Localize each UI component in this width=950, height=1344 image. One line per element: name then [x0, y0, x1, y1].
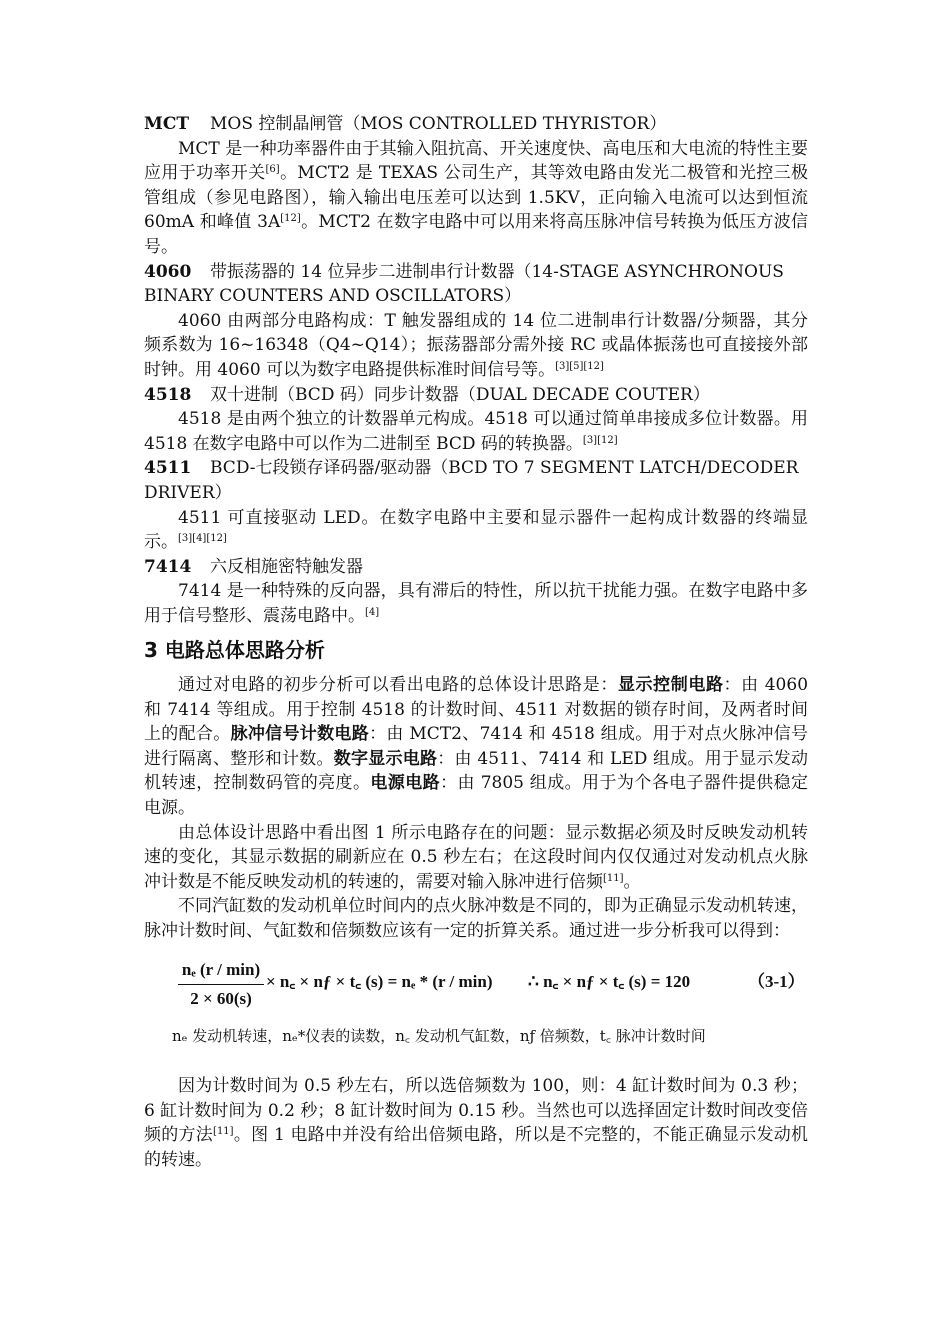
closing-paragraph: [144, 1074, 808, 1172]
component-title: 带振荡器的 14 位异步二进制串行计数器（14-STAGE ASYNCHRONOUS BINARY COUNTERS AND OSCILLATORS）: [144, 261, 784, 307]
formula-legend: nₑ 发动机转速，nₑ*仪表的读数，n꜀ 发动机气缸数，nƒ 倍频数，t꜀ 脉冲计数时间: [172, 1026, 706, 1045]
text-run: 4060 由两部分电路构成：T 触发器组成的 14 位二进制串行计数器/分频器，其分频系数为 16~16348（Q4~Q14）；振荡器部分需外接 RC 或晶体振荡也可直接接外部时钟。用 4060 可以为数字电路提供标准时间信号等。: [144, 310, 808, 380]
text-run: 不同汽缸数的发动机单位时间内的点火脉冲数是不同的，即为正确显示发动机转速，脉冲计数时间、气缸数和倍频数应该有一定的折算关系。通过进一步分析我可以得到：: [144, 896, 808, 941]
component-heading: [144, 383, 808, 408]
formula-3-1: [144, 958, 808, 1018]
component-heading: [144, 555, 808, 580]
text-run: MCT 是一种功率器件由于其输入阻抗高、开关速度快、高电压和大电流的特性主要应用于功率开关: [144, 138, 808, 184]
bold-term: 电源电路: [370, 773, 441, 794]
text-run: 因为计数时间为 0.5 秒左右，所以选倍频数为 100，则：4 缸计数时间为 0.3 秒；6 缸计数时间为 0.2 秒；8 缸计数时间为 0.15 秒。当然也可以选择固定计数时间改变倍频的方法: [144, 1076, 808, 1146]
component-code: 4511: [144, 458, 192, 479]
citation: [3][5][12]: [555, 360, 604, 372]
bold-term: 数字显示电路: [333, 748, 438, 769]
section-body: [144, 673, 808, 944]
text-run: 。: [623, 871, 641, 892]
component-code: 7414: [144, 556, 192, 577]
component-title: 六反相施密特触发器: [210, 556, 363, 577]
text-run: ：由 MCT2、7414 和 4518 组成。用于对点火脉冲信号进行隔离、整形和计数。: [144, 724, 809, 769]
section-heading: 3 电路总体思路分析: [144, 638, 325, 663]
component-code: MCT: [144, 114, 189, 134]
component-code: 4518: [144, 384, 192, 405]
citation: [3][4][12]: [178, 533, 227, 545]
component-heading: [144, 112, 808, 137]
citation: [11]: [213, 1126, 234, 1138]
citation: [6]: [265, 164, 280, 176]
text-run: 4511 可直接驱动 LED。在数字电路中主要和显示器件一起构成计数器的终端显示。: [144, 507, 808, 553]
component-list: [144, 112, 808, 628]
citation: [11]: [603, 872, 624, 884]
formula-middle: × n꜀ × nƒ × t꜀ (s) = nₑ * (r / min): [266, 971, 493, 991]
document-page: [144, 112, 808, 1173]
text-run: 通过对电路的初步分析可以看出电路的总体设计思路是：: [178, 675, 618, 696]
component-description: [144, 407, 808, 456]
component-title: 双十进制（BCD 码）同步计数器（DUAL DECADE COUTER）: [210, 384, 710, 405]
section-paragraph: [144, 894, 808, 943]
formula-denominator: 2 × 60(s): [190, 989, 252, 1009]
component-heading: [144, 456, 808, 505]
formula-result: ∴ n꜀ × nƒ × t꜀ (s) = 120: [528, 971, 691, 991]
text-run: 4518 是由两个独立的计数器单元构成。4518 可以通过简单串接成多位计数器。用 4518 在数字电路中可以作为二进制至 BCD 码的转换器。: [144, 409, 808, 454]
formula-number: （3-1）: [748, 971, 805, 991]
bold-term: 脉冲信号计数电路: [230, 724, 370, 745]
text-run: ：由 7805 组成。用于为个各电子器件提供稳定电源。: [144, 773, 809, 819]
component-title: MOS 控制晶闸管（MOS CONTROLLED THYRISTOR）: [210, 114, 667, 134]
formula-fraction: [178, 958, 264, 1012]
component-description: [144, 506, 808, 555]
component-description: [144, 137, 808, 260]
component-code: 4060: [144, 261, 192, 282]
section-paragraph: [144, 821, 808, 895]
text-run: 。图 1 电路中并没有给出倍频电路，所以是不完整的，不能正确显示发动机的转速。: [144, 1125, 809, 1170]
text-run: ：由 4060 和 7414 等组成。用于控制 4518 的计数时间、4511 对数据的锁存时间，及两者时间上的配合。: [144, 675, 809, 745]
bold-term: 显示控制电路: [617, 675, 724, 696]
text-run: 7414 是一种特殊的反向器，具有滞后的特性，所以抗干扰能力强。在数字电路中多用于信号整形、震荡电路中。: [144, 581, 808, 626]
formula-numerator: nₑ (r / min): [178, 958, 264, 986]
component-title: BCD-七段锁存译码器/驱动器（BCD TO 7 SEGMENT LATCH/DECODER DRIVER）: [144, 458, 799, 503]
section-paragraph: [144, 673, 808, 821]
text-run: 。MCT2 是 TEXAS 公司生产，其等效电路由发光二极管和光控三极管组成（参见电路图），输入输出电压差可以达到 1.5KV，正向输入电流可以达到恒流 60mA 和峰值 3A: [144, 163, 809, 233]
component-description: [144, 309, 808, 383]
text-run: ：由 4511、7414 和 LED 组成。用于显示发动机转速，控制数码管的亮度。: [144, 748, 809, 794]
citation: [4]: [365, 606, 380, 618]
citation: [12]: [280, 213, 301, 225]
component-description: [144, 579, 808, 628]
citation: [3][12]: [582, 434, 618, 446]
text-run: 。MCT2 在数字电路中可以用来将高压脉冲信号转换为低压方波信号。: [144, 212, 808, 257]
text-run: 由总体设计思路中看出图 1 所示电路存在的问题：显示数据必须及时反映发动机转速的变化，其显示数据的刷新应在 0.5 秒左右；在这段时间内仅仅通过对发动机点火脉冲计数是不能反映发动机的转速的，需要对输入脉冲进行倍频: [144, 822, 808, 892]
component-heading: [144, 260, 808, 309]
